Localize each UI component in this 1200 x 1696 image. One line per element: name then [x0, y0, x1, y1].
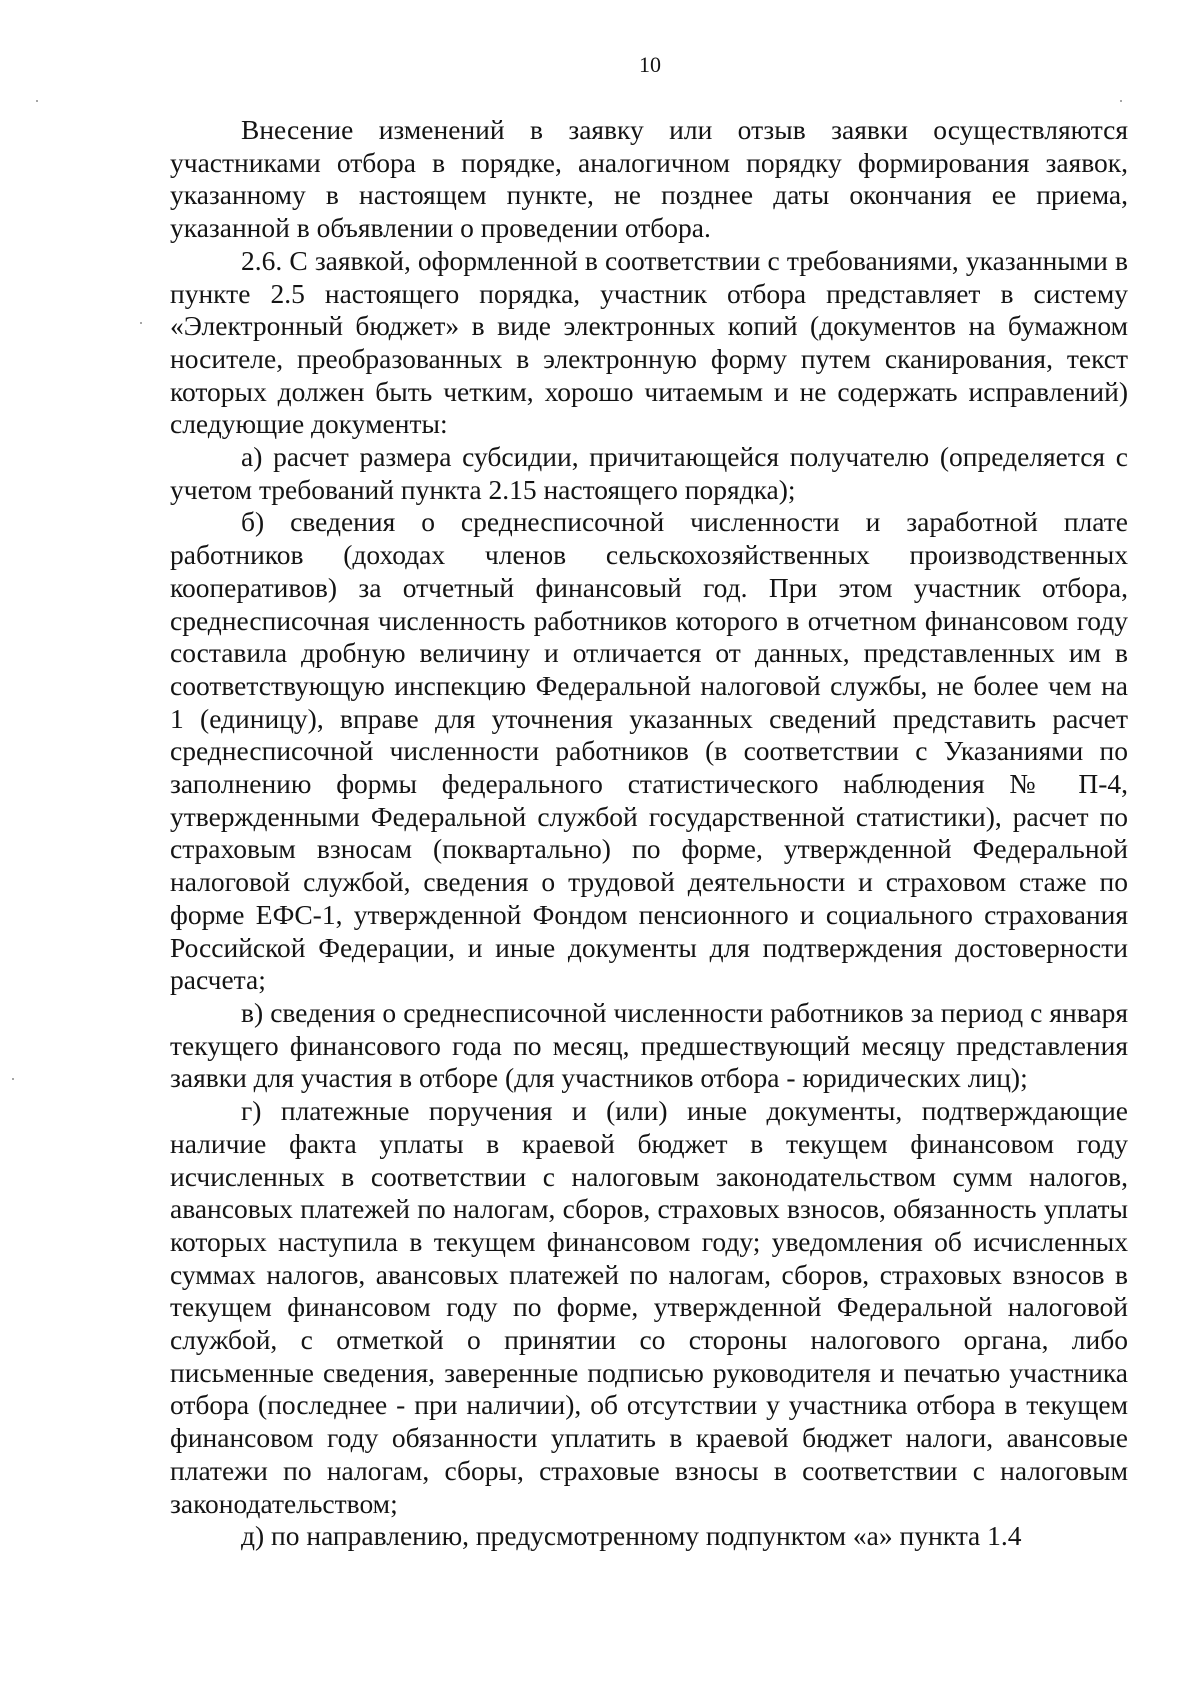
paragraph-section-2-6: 2.6. С заявкой, оформленной в соответствии с требованиями, указанными в пункте 2.5 настоящего порядка, участник отбора представляет в систему «Электронный бюджет» в виде электронных копий (документов на бумажном носителе, преобразованных в электронную форму путем сканирования, текст которых должен быть четким, хорошо читаемым и не содержать исправлений) следующие документы:	[170, 244, 1128, 440]
paragraph-item-d: д) по направлению, предусмотренному подпунктом «а» пункта 1.4	[241, 1520, 1022, 1552]
page-number: 10	[639, 52, 661, 77]
paragraph-item-g: г) платежные поручения и (или) иные документы, подтверждающие наличие факта уплаты в краевой бюджет в текущем финансовом году исчисленных в соответствии с налоговым законодательством сумм налогов, авансовых платежей по налогам, сборов, страховых взносов, обязанность уплаты которых наступила в текущем финансовом году; уведомления об исчисленных суммах налогов, авансовых платежей по налогам, сборов, страховых взносов в текущем финансовом году по форме, утвержденной Федеральной налоговой службой, с отметкой о принятии со стороны налогового органа, либо письменные сведения, заверенные подписью руководителя и печатью участника отбора (последнее - при наличии), об отсутствии у участника отбора в текущем финансовом году обязанности уплатить в краевой бюджет налоги, авансовые платежи по налогам, сборы, страховые взносы в соответствии с налоговым законодательством;	[170, 1095, 1128, 1519]
document-body	[170, 114, 1128, 1553]
paragraph-amendment-of-application: Внесение изменений в заявку или отзыв заявки осуществляются участниками отбора в порядке, аналогичном порядку формирования заявок, указанному в настоящем пункте, не позднее даты окончания ее приема, указанной в объявлении о проведении отбора.	[170, 114, 1128, 244]
scan-speck	[36, 100, 38, 102]
paragraph-item-b: б) сведения о среднесписочной численности и заработной плате работников (доходах членов сельскохозяйственных производственных кооперативов) за отчетный финансовый год. При этом участник отбора, среднесписочная численность работников которого в отчетном финансовом году составила дробную величину и отличается от данных, представленных им в соответствующую инспекцию Федеральной налоговой службы, не более чем на 1 (единицу), вправе для уточнения указанных сведений представить расчет среднесписочной численности работников (в соответствии с Указаниями по заполнению формы федерального статистического наблюдения № П-4, утвержденными Федеральной службой государственной статистики), расчет по страховым взносам (поквартально) по форме, утвержденной Федеральной налоговой службой, сведения о трудовой деятельности и страховом стаже по форме ЕФС-1, утвержденной Фондом пенсионного и социального страхования Российской Федерации, и иные документы для подтверждения достоверности расчета;	[170, 506, 1128, 996]
scan-speck	[1120, 100, 1122, 102]
paragraph-item-v: в) сведения о среднесписочной численности работников за период с января текущего финансового года по месяц, предшествующий месяцу представления заявки для участия в отборе (для участников отбора - юридических лиц);	[170, 996, 1128, 1094]
scan-speck	[140, 322, 142, 324]
scan-speck	[12, 1078, 14, 1080]
paragraph-item-a: а) расчет размера субсидии, причитающейся получателю (определяется с учетом требований пункта 2.15 настоящего порядка);	[170, 441, 1128, 505]
